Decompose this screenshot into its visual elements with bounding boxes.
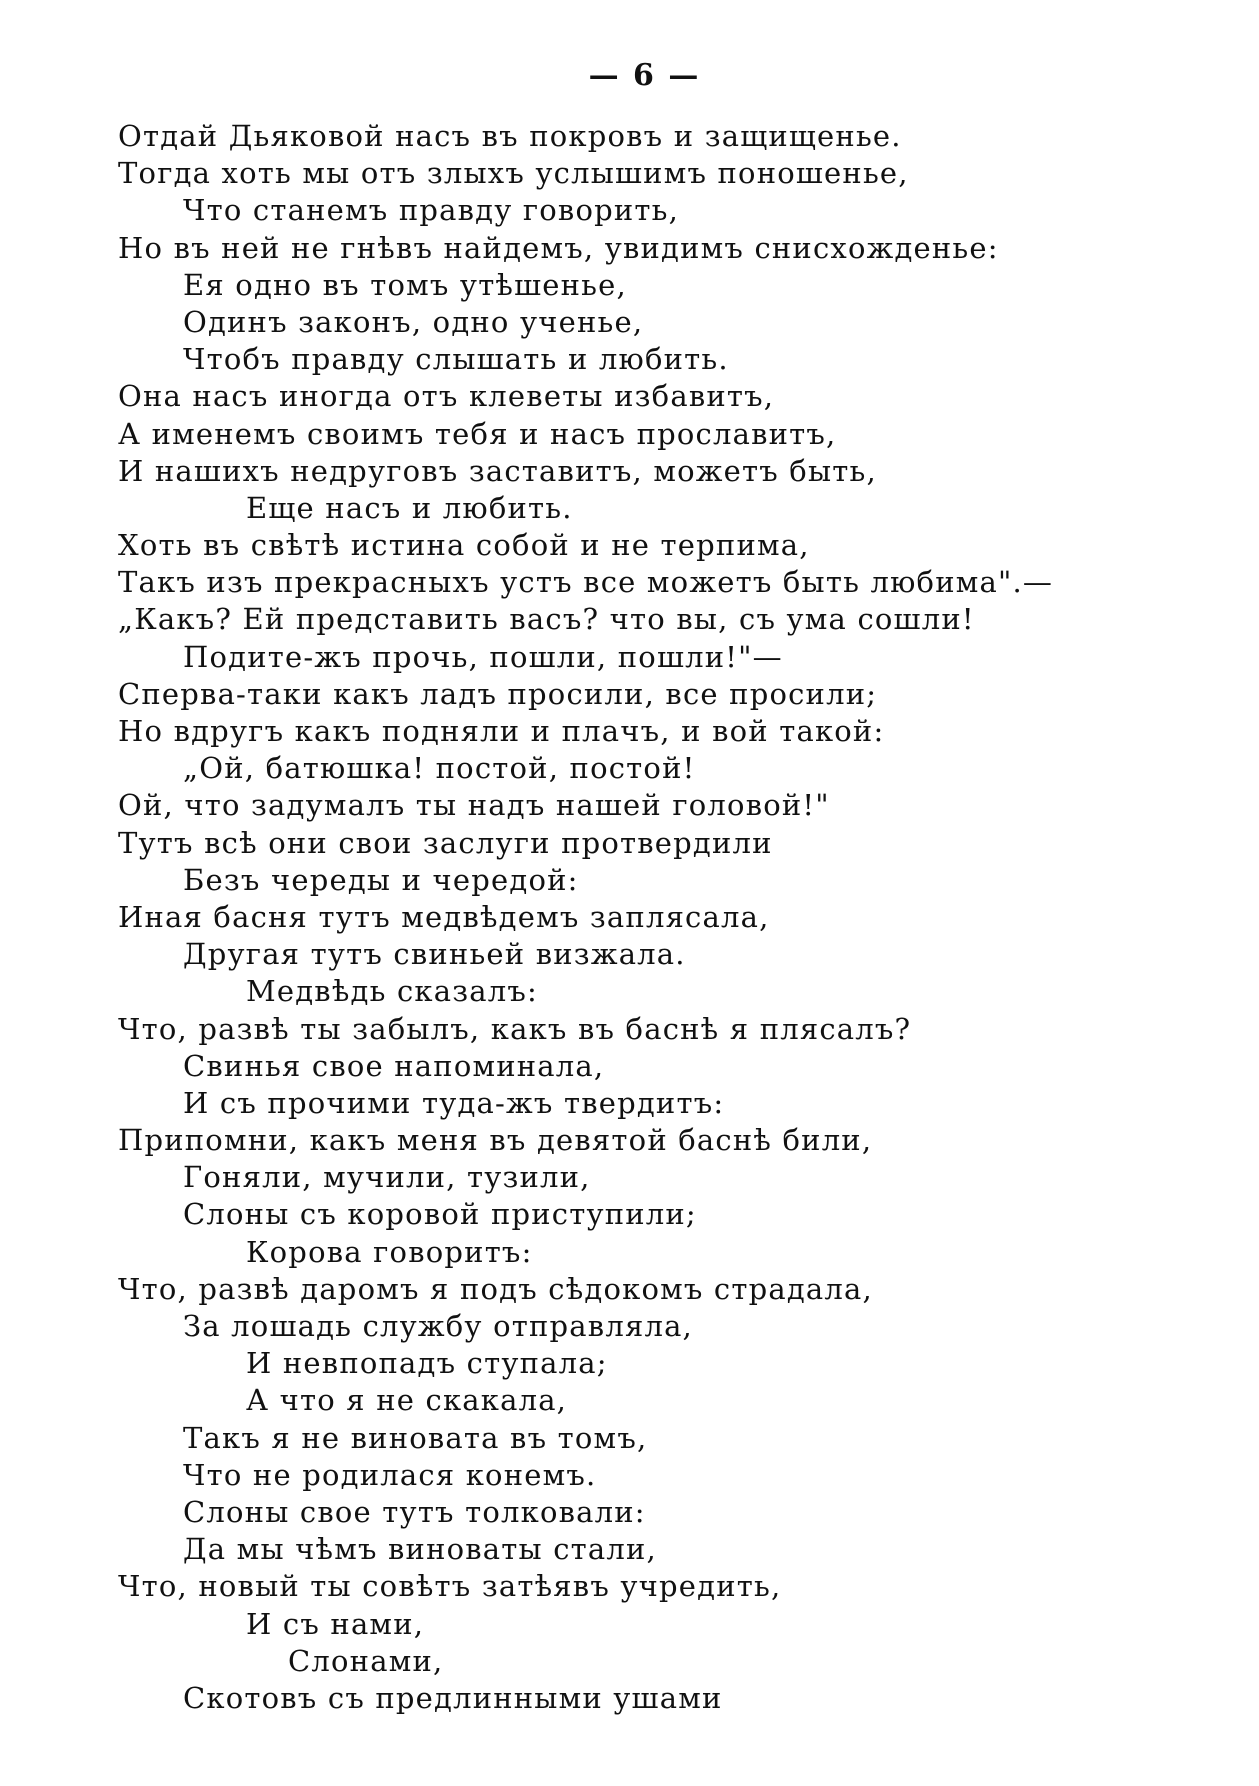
poem-line: Ой, что задумалъ ты надъ нашей головой!" xyxy=(118,788,830,823)
poem-line: Но въ ней не гнѣвъ найдемъ, увидимъ снисхожденье: xyxy=(118,230,999,265)
poem-line: Свинья свое напоминала, xyxy=(183,1048,605,1083)
poem-line: Слоны съ коровой приступили; xyxy=(183,1197,697,1232)
poem-line: А что я не скакала, xyxy=(246,1383,568,1418)
poem-line: Слонами, xyxy=(288,1643,444,1678)
poem-line: И съ прочими туда-жъ твердитъ: xyxy=(183,1085,725,1120)
poem-line: Хоть въ свѣтѣ истина собой и не терпима, xyxy=(118,528,810,563)
page-number: — 6 — xyxy=(588,58,701,93)
poem-line: И съ нами, xyxy=(246,1606,425,1641)
poem-line: „Ой, батюшка! постой, постой! xyxy=(183,751,696,786)
poem-line: Тутъ всѣ они свои заслуги протвердили xyxy=(118,825,773,860)
poem-line: Но вдругъ какъ подняли и плачъ, и вой такой: xyxy=(118,714,885,748)
poem-line: Иная басня тутъ медвѣдемъ заплясала, xyxy=(118,899,770,934)
poem-line: Что не родилася конемъ. xyxy=(183,1457,597,1492)
poem-line: Сперва-таки какъ ладъ просили, все просили; xyxy=(118,676,878,711)
poem-line: Гоняли, мучили, тузили, xyxy=(183,1160,591,1195)
poem-line: Что, развѣ ты забылъ, какъ въ баснѣ я плясалъ? xyxy=(118,1011,912,1046)
poem-line: Тогда хоть мы отъ злыхъ услышимъ поношенье, xyxy=(118,156,909,191)
poem-line: Подите-жъ прочь, пошли, пошли!"— xyxy=(183,639,783,674)
poem-line: За лошадь службу отправляла, xyxy=(183,1309,693,1343)
poem-line: Скотовъ съ предлинными ушами xyxy=(183,1680,723,1715)
poem-line: „Какъ? Ей представить васъ? что вы, съ ума сошли! xyxy=(118,602,975,637)
poem-line: Другая тутъ свиньей визжала. xyxy=(183,937,686,972)
poem-line: Чтобъ правду слышать и любить. xyxy=(183,342,729,377)
poem-line: Корова говоритъ: xyxy=(246,1234,533,1269)
poem-text xyxy=(118,118,1158,1717)
poem-line: Припомни, какъ меня въ девятой баснѣ били, xyxy=(118,1123,873,1158)
poem-line: Ея одно въ томъ утѣшенье, xyxy=(183,267,627,302)
poem-line: Слоны свое тутъ толковали: xyxy=(183,1494,646,1529)
poem-line: Она насъ иногда отъ клеветы избавитъ, xyxy=(118,379,775,414)
poem-line: И невпопадъ ступала; xyxy=(246,1346,608,1381)
poem-line: Медвѣдь сказалъ: xyxy=(246,974,538,1009)
poem-line: Одинъ законъ, одно ученье, xyxy=(183,304,644,339)
poem-line: Что станемъ правду говорить, xyxy=(183,193,680,228)
poem-line: Еще насъ и любить. xyxy=(246,490,573,525)
poem-line: Такъ я не виновата въ томъ, xyxy=(183,1420,648,1455)
poem-line: Безъ череды и чередой: xyxy=(183,862,579,897)
poem-line: Отдай Дьяковой насъ въ покровъ и защищенье. xyxy=(118,119,902,153)
poem-line: Что, развѣ даромъ я подъ сѣдокомъ страдала, xyxy=(118,1271,873,1306)
poem-line: И нашихъ недруговъ заставитъ, можетъ быть, xyxy=(118,453,877,488)
poem-line: Что, новый ты совѣтъ затѣявъ учредить, xyxy=(118,1569,782,1604)
poem-line: Такъ изъ прекрасныхъ устъ все можетъ быть любима".— xyxy=(118,565,1054,600)
poem-line: А именемъ своимъ тебя и насъ прославитъ, xyxy=(118,416,837,451)
poem-line: Да мы чѣмъ виноваты стали, xyxy=(183,1532,657,1567)
